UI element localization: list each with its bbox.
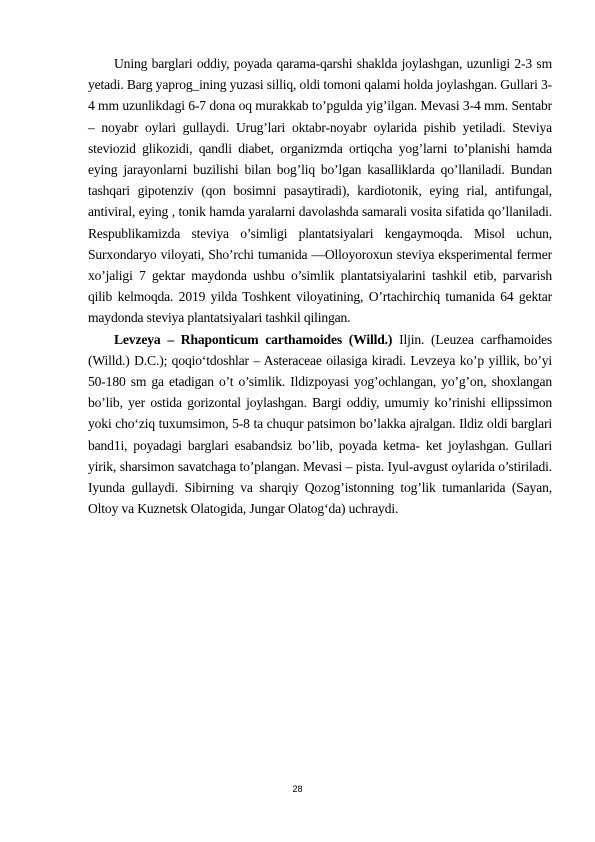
- paragraph-stevia: Uning barglari oddiy, poyada qarama-qarshi shaklda joylashgan, uzunligi 2-3 sm yetadi. Barg yaprog_ining yuzasi silliq, oldi tomoni qalami holda joylashgan. Gullari 3-4 mm uzunlikdagi 6-7 dona oq murakkab to’pgulda yig’ilgan. Mevasi 3-4 mm. Sentabr – noyabr oylari gullaydi. Urug’lari oktabr-noyabr oylarida pishib yetiladi. Steviya steviozid glikozidi, qandli diabet, organizmda ortiqcha yog’larni to’planishi hamda eying jarayonlarni buzilishi bilan bog’liq bo’lgan kasalliklarda qo’llaniladi. Bundan tashqari gipotenziv (qon bosimni pasaytiradi), kardiotonik, eying rial, antifungal, antiviral, eying , tonik hamda yaralarni davolashda samarali vosita sifatida qo’llaniladi. Respublikamizda steviya o’simligi plantatsiyalari kengaymoqda. Misol uchun, Surxondaryo viloyati, Sho’rchi tumanida ―Olloyoroxun steviya eksperimental fermer xo’jaligi 7 gektar maydonda ushbu o’simlik plantatsiyalarini tashkil etib, parvarish qilib kelmoqda. 2019 yilda Toshkent viloyatining, O’rtachirchiq tumanida 64 gektar maydonda steviya plantatsiyalari tashkil qilingan.: [88, 56, 552, 326]
- paragraph-levzeya: [88, 329, 552, 520]
- species-heading: Levzeya – Rhaponticum carthamoides (Willd.): [114, 331, 393, 347]
- species-description: Iljin. (Leuzea carfhamoides (Willd.) D.C.); qoqio‘tdoshlar – Asteraceae oilasiga kiradi. Levzeya ko’p yillik, bo’yi 50-180 sm ga etadigan o’t o’simlik. Ildizpoyasi yog’ochlangan, yo’g’on, shoxlangan bo’lib, yer ostida gorizontal joylashgan. Bargi oddiy, umumiy ko’rinishi ellipssimon yoki cho‘ziq tuxumsimon, 5-8 ta chuqur patsimon bo’lakka ajralgan. Ildiz oldi barglari band1i, poyadagi barglari esabandsiz bo’lib, poyada ketma- ket joylashgan. Gullari yirik, sharsimon savatchaga to’plangan. Mevasi – pista. Iyul-avgust oylarida o’stiriladi. Iyunda gullaydi. Sibirning va sharqiy Qozog’istonning tog’lik tumanlarida (Sayan, Oltoy va Kuznetsk Olatogida, Jungar Olatog‘da) uchraydi.: [88, 331, 552, 517]
- page-number: 28: [292, 784, 303, 794]
- document-page: [88, 53, 552, 519]
